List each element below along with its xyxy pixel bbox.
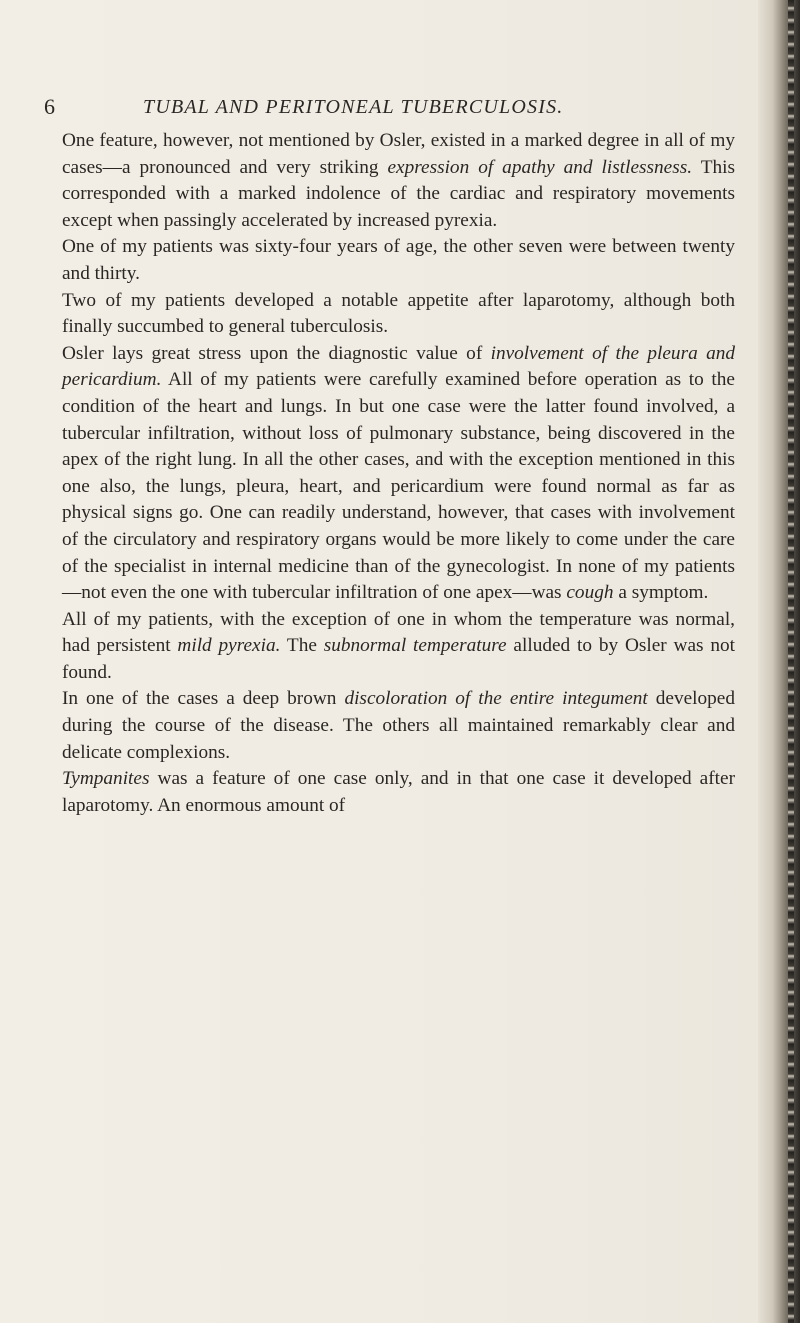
italic-segment: mild pyrexia.	[177, 635, 281, 657]
text-segment: One feature, however, not mentioned by Osler, existed in a marked degree in all of my cases—a pronounced and very striking	[62, 130, 735, 178]
paragraph	[62, 607, 735, 687]
paragraph	[62, 766, 735, 819]
paragraph	[62, 128, 735, 234]
text-segment: Osler lays great stress upon the diagnostic value of	[62, 342, 491, 364]
paragraph	[62, 686, 735, 766]
page-binding-edge	[758, 0, 800, 1323]
italic-segment: subnormal temperature	[323, 635, 507, 657]
text-segment: a symptom.	[613, 582, 709, 604]
italic-segment: cough	[566, 582, 614, 604]
italic-segment: expression of apathy and listlessness.	[387, 156, 693, 178]
page-number: 6	[44, 94, 55, 119]
body-text	[62, 128, 735, 819]
text-segment: This corresponded with a marked indolence of the cardiac and respiratory movements except when passingly accelerated by increased pyrexia.	[62, 156, 735, 231]
text-segment: Two of my patients developed a notable appetite after laparotomy, although both finally succumbed to general tuberculosis.	[62, 289, 735, 338]
text-segment: was a feature of one case only, and in that one case it developed after laparotomy. An enormous amount of	[62, 768, 735, 816]
running-title: TUBAL AND PERITONEAL TUBERCULOSIS.	[143, 96, 564, 118]
text-segment: developed during the course of the disease. The others all maintained remarkably clear and delicate complexions.	[62, 688, 736, 763]
text-segment: alluded to by Osler was not found.	[62, 635, 735, 683]
text-segment: All of my patients, with the exception of one in whom the temperature was normal, had persistent	[62, 608, 735, 657]
italic-segment: involvement of the pleura and pericardium.	[62, 342, 735, 391]
text-segment: All of my patients were carefully examined before operation as to the condition of the heart and lungs. In but one case were the latter found involved, a tubercular infiltration, without loss of pulmonary substance, being discovered in the apex of the right lung. In all the other cases, and with the exception mentioned in this one also, the lungs, pleura, heart, and pericardium were found normal as far as physical signs go. One can readily understand, however, that cases with involvement of the circulatory and respiratory organs would be more likely to come under the care of the specialist in internal medicine than of the gynecologist. In none of my patients—not even the one with tubercular infiltration of one apex—was	[62, 369, 735, 604]
paragraph	[62, 341, 735, 607]
paragraph	[62, 288, 735, 341]
text-segment: In one of the cases a deep brown	[62, 688, 345, 710]
italic-segment: Tympanites	[62, 768, 150, 790]
page-header	[44, 92, 704, 122]
text-segment: The	[280, 635, 324, 657]
text-segment: One of my patients was sixty-four years of age, the other seven were between twenty and thirty.	[62, 236, 735, 284]
paragraph	[62, 234, 735, 287]
italic-segment: discoloration of the entire integument	[344, 688, 648, 710]
